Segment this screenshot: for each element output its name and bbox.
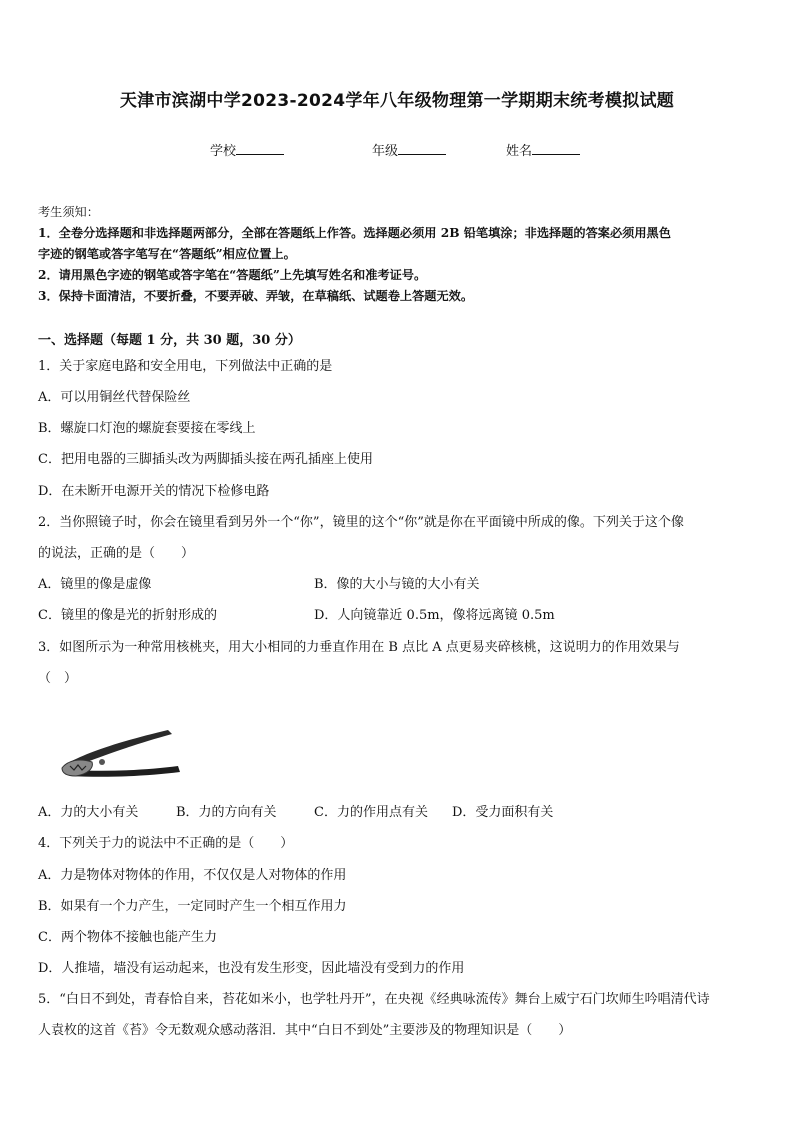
notice-item-1: 1．全卷分选择题和非选择题两部分，全部在答题纸上作答。选择题必须用 2B 铅笔填涂；非选择题的答案必须用黑色 xyxy=(38,226,671,240)
school-field[interactable] xyxy=(210,140,284,159)
question-4-option-c[interactable]: C．两个物体不接触也能产生力 xyxy=(38,930,217,945)
notice-item-2: 2．请用黑色字迹的钢笔或答字笔在“答题纸”上先填写姓名和准考证号。 xyxy=(38,268,427,282)
question-2-stem-cont: 的说法，正确的是（ ） xyxy=(38,546,195,561)
notice-item-3: 3．保持卡面清洁，不要折叠，不要弄破、弄皱，在草稿纸、试题卷上答题无效。 xyxy=(38,289,474,303)
section-heading: 一、选择题（每题 1 分，共 30 题，30 分） xyxy=(38,333,301,348)
grade-field[interactable] xyxy=(372,140,446,159)
question-4-option-b[interactable]: B．如果有一个力产生，一定同时产生一个相互作用力 xyxy=(38,899,347,914)
question-4-option-d[interactable]: D．人推墙，墙没有运动起来，也没有发生形变，因此墙没有受到力的作用 xyxy=(38,961,465,976)
name-blank[interactable] xyxy=(532,142,580,155)
question-2-stem: 2．当你照镜子时，你会在镜里看到另外一个“你”，镜里的这个“你”就是你在平面镜中所成的像。下列关于这个像 xyxy=(38,515,684,530)
name-label: 姓名 xyxy=(506,144,533,159)
question-4-option-a[interactable]: A．力是物体对物体的作用，不仅仅是人对物体的作用 xyxy=(38,868,347,883)
nutcracker-illustration xyxy=(58,724,184,784)
question-2-option-c[interactable]: C．镜里的像是光的折射形成的 xyxy=(38,608,217,623)
exam-title: 天津市滨湖中学2023-2024学年八年级物理第一学期期末统考模拟试题 xyxy=(119,91,675,111)
question-3-stem-cont: （ ） xyxy=(38,671,78,686)
question-3-option-d[interactable]: D．受力面积有关 xyxy=(452,805,554,820)
question-1-option-b[interactable]: B．螺旋口灯泡的螺旋套要接在零线上 xyxy=(38,421,256,436)
question-4-stem: 4．下列关于力的说法中不正确的是（ ） xyxy=(38,836,294,851)
grade-label: 年级 xyxy=(372,144,399,159)
school-label: 学校 xyxy=(210,144,237,159)
question-3-option-c[interactable]: C．力的作用点有关 xyxy=(314,805,428,820)
question-2-option-b[interactable]: B．像的大小与镜的大小有关 xyxy=(314,577,480,592)
nutcracker-pivot xyxy=(99,759,105,765)
question-3-option-a[interactable]: A．力的大小有关 xyxy=(38,805,139,820)
notice-heading: 考生须知： xyxy=(38,205,99,219)
question-1-option-d[interactable]: D．在未断开电源开关的情况下检修电路 xyxy=(38,484,270,499)
notice-item-1-cont: 字迹的钢笔或答字笔写在“答题纸”相应位置上。 xyxy=(38,247,296,261)
question-5-stem: 5．“白日不到处，青春恰自来，苔花如米小，也学牡丹开”，在央视《经典咏流传》舞台上威宁石门坎师生吟唱清代诗 xyxy=(38,992,710,1007)
question-1-stem: 1．关于家庭电路和安全用电，下列做法中正确的是 xyxy=(38,359,333,374)
question-1-option-c[interactable]: C．把用电器的三脚插头改为两脚插头接在两孔插座上使用 xyxy=(38,452,373,467)
school-blank[interactable] xyxy=(236,142,284,155)
question-3-option-b[interactable]: B．力的方向有关 xyxy=(176,805,277,820)
question-2-option-d[interactable]: D．人向镜靠近 0.5m，像将远离镜 0.5m xyxy=(314,608,555,623)
question-5-stem-cont: 人袁枚的这首《苔》令无数观众感动落泪．其中“白日不到处”主要涉及的物理知识是（ ） xyxy=(38,1023,572,1038)
question-1-option-a[interactable]: A．可以用铜丝代替保险丝 xyxy=(38,390,191,405)
question-3-stem: 3．如图所示为一种常用核桃夹，用大小相同的力垂直作用在 B 点比 A 点更易夹碎核桃，这说明力的作用效果与 xyxy=(38,640,680,655)
name-field[interactable] xyxy=(506,140,580,159)
grade-blank[interactable] xyxy=(398,142,446,155)
student-info-fields xyxy=(0,140,794,160)
question-2-option-a[interactable]: A．镜里的像是虚像 xyxy=(38,577,152,592)
